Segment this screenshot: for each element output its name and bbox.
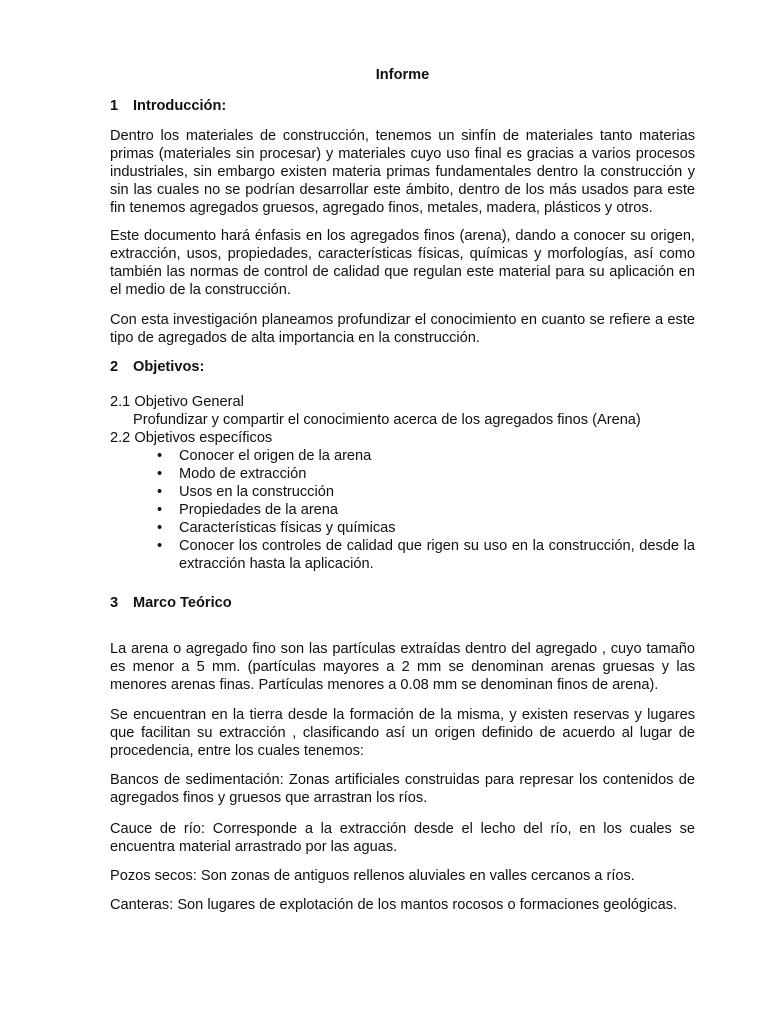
intro-paragraph-2: Este documento hará énfasis en los agregados finos (arena), dando a conocer su origen, extracción, usos, propiedades, características físicas, químicas y morfologías, así como también las normas de control de calidad que regulan este material para su aplicación en el medio de la construcción.: [110, 228, 695, 298]
list-item: • Modo de extracción: [157, 466, 307, 482]
bullet-icon: •: [157, 466, 163, 482]
intro-paragraph-3: Con esta investigación planeamos profundizar el conocimiento en cuanto se refiere a este tipo de agregados de alta importancia en la construcción.: [110, 312, 695, 346]
theory-paragraph-5: Pozos secos: Son zonas de antiguos rellenos aluviales en valles cercanos a ríos.: [110, 868, 635, 884]
document-title: Informe: [375, 67, 430, 83]
theory-paragraph-1: La arena o agregado fino son las partículas extraídas dentro del agregado , cuyo tamaño es menor a 5 mm. (partículas mayores a 2 mm se denominan arenas gruesas y las menores arenas finas. Partículas menores a 0.08 mm se denominan finos de arena).: [110, 641, 695, 693]
section-number: 3: [110, 595, 119, 611]
section-title: Marco Teórico: [133, 595, 232, 611]
list-item: • Características físicas y químicas: [157, 520, 396, 536]
section-title: Objetivos:: [133, 359, 205, 375]
section-heading-introduccion: [110, 97, 226, 115]
list-item: • Propiedades de la arena: [157, 502, 339, 518]
list-item: • Conocer el origen de la arena: [157, 448, 372, 464]
bullet-icon: •: [157, 448, 163, 464]
section-heading-marco-teorico: [110, 594, 232, 612]
section-number: 1: [110, 98, 119, 114]
section-title: Introducción:: [133, 98, 227, 114]
theory-paragraph-4: Cauce de río: Corresponde a la extracción desde el lecho del río, en los cuales se encuentra material arrastrado por las aguas.: [110, 821, 695, 855]
theory-paragraph-6: Canteras: Son lugares de explotación de los mantos rocosos o formaciones geológicas.: [110, 897, 678, 913]
objective-general-label: 2.1 Objetivo General: [110, 394, 244, 410]
section-heading-objetivos: [110, 358, 204, 376]
objective-specific-list: [155, 447, 695, 573]
section-number: 2: [110, 359, 119, 375]
theory-paragraph-2: Se encuentran en la tierra desde la formación de la misma, y existen reservas y lugares que facilitan su extracción , clasificando así un origen definido de acuerdo al lugar de procedencia, entre los cuales tenemos:: [110, 707, 695, 759]
list-item: • Usos en la construcción: [157, 484, 334, 500]
objective-specific-label: 2.2 Objetivos específicos: [110, 430, 273, 446]
theory-paragraph-3: Bancos de sedimentación: Zonas artificiales construidas para represar los contenidos de agregados finos y gruesos que arrastran los ríos.: [110, 772, 695, 806]
bullet-icon: •: [157, 538, 163, 554]
bullet-icon: •: [157, 520, 163, 536]
list-item: • Conocer los controles de calidad que rigen su uso en la construcción, desde la extracción hasta la aplicación.: [157, 538, 695, 572]
bullet-icon: •: [157, 484, 163, 500]
bullet-icon: •: [157, 502, 163, 518]
objective-general-text: Profundizar y compartir el conocimiento acerca de los agregados finos (Arena): [133, 412, 641, 428]
intro-paragraph-1: Dentro los materiales de construcción, tenemos un sinfín de materiales tanto materias primas (materiales sin procesar) y materiales cuyo uso final es gracias a varios procesos industriales, sin embargo existen materia primas fundamentales dentro la construcción y sin las cuales no se podrían desarrollar este ámbito, dentro de los más usados para este fin tenemos agregados gruesos, agregado finos, metales, madera, plásticos y otros.: [110, 128, 695, 216]
